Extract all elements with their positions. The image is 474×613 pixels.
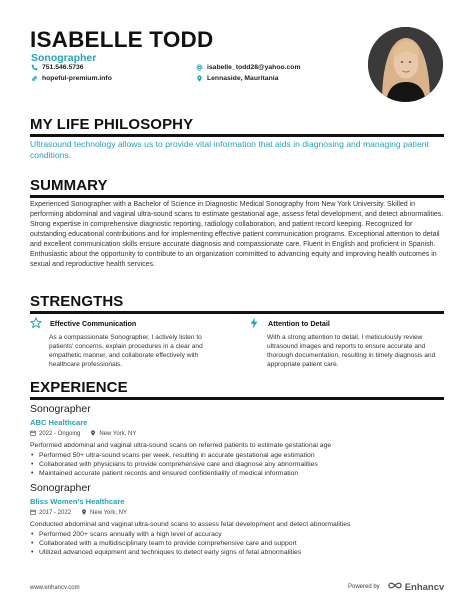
enhancv-brand-name: Enhancv — [404, 581, 445, 593]
contact-email[interactable] — [196, 64, 301, 71]
candidate-name: ISABELLE TODD — [30, 27, 214, 52]
star-icon — [30, 317, 42, 329]
strength-item — [30, 317, 220, 369]
strengths-divider — [30, 311, 444, 314]
experience-entry — [30, 482, 444, 558]
strength-description: As a compassionate Sonographer, I actively listen to patients' concerns, explain procedures in a clear and empathetic manner, and collaborate effectively with healthcare professionals. — [49, 334, 203, 368]
job-company: ABC Healthcare — [30, 418, 88, 427]
job-bullet: • Collaborated with a multidisciplinary team to provide comprehensive care and support — [30, 539, 444, 548]
calendar-icon — [30, 430, 36, 438]
job-description: Conducted abdominal and vaginal ultra-sound scans to assess fetal development and detect abnormalities — [30, 521, 351, 528]
job-location: New York, NY — [90, 510, 128, 516]
job-bullet: • Maintained accurate patient records and ensured confidentiality of medical information — [30, 469, 444, 478]
profile-photo — [368, 27, 443, 102]
candidate-role: Sonographer — [31, 52, 97, 64]
job-bullet: • Performed 50+ ultra-sound scans per week, resulting in accurate gestational age estimation — [30, 451, 444, 460]
link-icon — [31, 75, 38, 82]
philosophy-heading: MY LIFE PHILOSOPHY — [30, 116, 194, 133]
contact-phone-text: 751.546.5736 — [42, 64, 84, 71]
phone-icon — [31, 64, 38, 71]
contact-email-text[interactable]: isabelle_todd28@yahoo.com — [207, 64, 301, 71]
philosophy-divider — [30, 134, 444, 137]
contact-location-text: Lennaside, Mauritania — [207, 75, 279, 82]
location-pin-icon — [90, 430, 96, 438]
strength-title: Effective Communication — [50, 318, 137, 328]
job-description: Performed abdominal and vaginal ultra-sound scans on referred patients to estimate gestational age — [30, 442, 332, 449]
summary-text: Experienced Sonographer with a Bachelor of Science in Diagnostic Medical Sonography from New York University. Skilled in performing abdominal and vaginal ultra-sound scans to estimate gestational age, assess fetal development, and detect abnormalities. Strong expertise in comprehensive diagnostic reporting, radiology collaboration, and patient record keeping. Recognized for outstanding educational contributions and for implementing effective patient communication programs. Exceptional attention to detail and excellent communication skills ensure accurate diagnosis and compassionate care. Fluent in English and proficient in Spanish. Enthusiastic about the opportunity to contribute to an organization committed to advancing equity and improving health outcomes in sexual and reproductive health services. — [30, 201, 444, 268]
contact-website[interactable] — [31, 75, 112, 82]
location-pin-icon — [81, 509, 87, 517]
at-icon — [196, 64, 203, 71]
strengths-heading: STRENGTHS — [30, 293, 124, 310]
experience-heading: EXPERIENCE — [30, 379, 128, 396]
footer-branding[interactable] — [348, 581, 444, 593]
location-pin-icon — [196, 75, 203, 82]
job-bullet: • Utilized advanced equipment and techniques to detect early signs of fetal abnormalities — [30, 548, 444, 557]
summary-divider — [30, 195, 444, 198]
job-location: New York, NY — [99, 431, 137, 437]
contact-website-text[interactable]: hopeful-premium.info — [42, 75, 112, 82]
experience-entry — [30, 403, 444, 479]
powered-by-label: Powered by — [348, 584, 380, 590]
strength-item — [248, 317, 438, 369]
summary-heading: SUMMARY — [30, 177, 108, 194]
job-bullet: • Collaborated with physicians to provide comprehensive care and diagnose any abnormalities — [30, 460, 444, 469]
job-title: Sonographer — [30, 403, 91, 415]
job-company: Bliss Women's Healthcare — [30, 497, 125, 506]
calendar-icon — [30, 509, 36, 517]
strength-title: Attention to Detail — [268, 318, 330, 328]
strength-description: With a strong attention to detail, I meticulously review ultrasound images and reports to ensure accurate and thorough documentation, resulting in timely diagnosis and appropriate patient care. — [267, 334, 436, 368]
experience-divider — [30, 397, 444, 400]
enhancv-logo-icon — [388, 581, 402, 593]
lightning-icon — [248, 317, 260, 329]
job-title: Sonographer — [30, 482, 91, 494]
footer-website-link[interactable]: www.enhancv.com — [30, 585, 80, 591]
job-bullet: • Performed 200+ scans annually with a high level of accuracy — [30, 530, 444, 539]
philosophy-text: Ultrasound technology allows us to provide vital information that aids in diagnosing and managing patient conditions. — [30, 139, 429, 160]
contact-phone — [31, 64, 84, 71]
job-dates: 2017 - 2022 — [39, 510, 72, 516]
contact-location — [196, 75, 278, 82]
job-dates: 2022 - Ongoing — [39, 431, 81, 437]
